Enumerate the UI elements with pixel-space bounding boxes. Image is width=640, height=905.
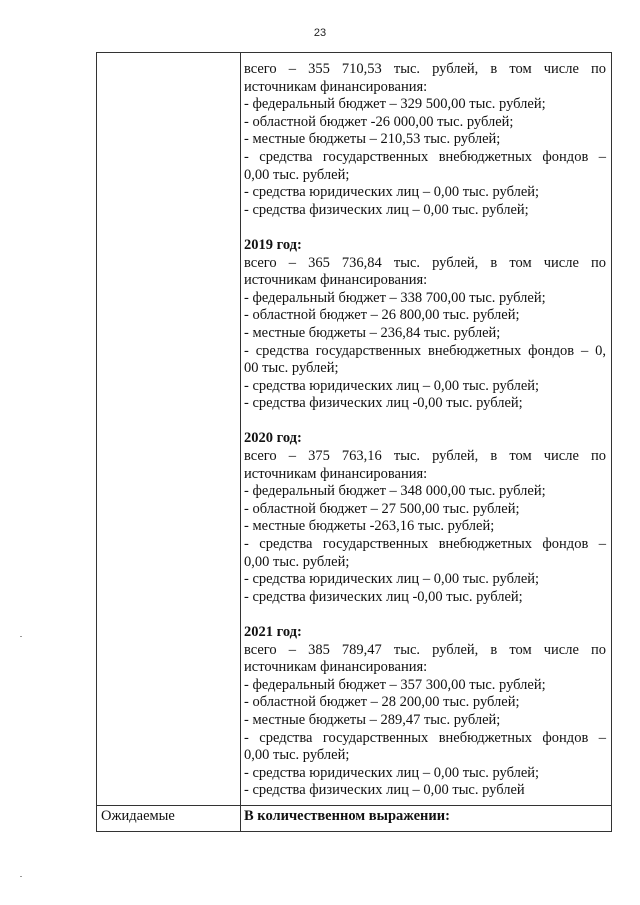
text-line: источникам финансирования: xyxy=(244,78,428,95)
text-line: - средства физических лиц -0,00 тыс. рублей; xyxy=(244,395,523,412)
text-line: - средства юридических лиц – 0,00 тыс. рублей; xyxy=(244,571,540,588)
row-value-quantitative: В количественном выражении: xyxy=(244,808,450,824)
text-line: - местные бюджеты – 210,53 тыс. рублей; xyxy=(244,131,501,148)
financing-block xyxy=(244,61,606,219)
scan-mark xyxy=(20,636,22,637)
text-line: 0,00 тыс. рублей; xyxy=(244,553,350,570)
text-line: - средства юридических лиц – 0,00 тыс. рублей; xyxy=(244,184,540,201)
scan-mark xyxy=(20,876,22,877)
text-line: - средства юридических лиц – 0,00 тыс. рублей; xyxy=(244,764,540,781)
text-line: - местные бюджеты -263,16 тыс. рублей; xyxy=(244,518,495,535)
page-number: 23 xyxy=(313,27,327,39)
financing-block xyxy=(244,430,606,606)
text-line: всего – 365 736,84 тыс. рублей, в том числе по xyxy=(244,254,606,271)
text-line: - федеральный бюджет – 357 300,00 тыс. рублей; xyxy=(244,676,546,693)
text-line: - федеральный бюджет – 348 000,00 тыс. рублей; xyxy=(244,483,546,500)
text-line: - областной бюджет – 26 800,00 тыс. рублей; xyxy=(244,307,520,324)
financing-text xyxy=(244,61,606,800)
text-line: - средства государственных внебюджетных фондов – xyxy=(244,729,606,746)
row-divider xyxy=(97,805,611,806)
text-line: - средства государственных внебюджетных фондов – 0, xyxy=(244,342,606,359)
financing-block xyxy=(244,624,606,800)
text-line: всего – 355 710,53 тыс. рублей, в том числе по xyxy=(244,61,606,77)
text-line: 0,00 тыс. рублей; xyxy=(244,747,350,764)
text-line: - местные бюджеты – 289,47 тыс. рублей; xyxy=(244,711,501,728)
financing-table xyxy=(96,52,612,832)
year-heading: 2021 год: xyxy=(244,624,302,640)
row-label-expected: Ожидаемые xyxy=(101,808,175,824)
year-heading: 2019 год: xyxy=(244,236,302,253)
text-line: 00 тыс. рублей; xyxy=(244,360,339,377)
text-line: - средства физических лиц – 0,00 тыс. рублей; xyxy=(244,201,529,218)
text-line: - федеральный бюджет – 329 500,00 тыс. рублей; xyxy=(244,96,546,113)
text-line: - местные бюджеты – 236,84 тыс. рублей; xyxy=(244,324,501,341)
text-line: - областной бюджет -26 000,00 тыс. рублей; xyxy=(244,113,514,130)
column-divider xyxy=(240,53,241,831)
text-line: всего – 385 789,47 тыс. рублей, в том числе по xyxy=(244,641,606,658)
text-line: источникам финансирования: xyxy=(244,659,428,676)
text-line: - средства государственных внебюджетных фондов – xyxy=(244,148,606,165)
text-line: - областной бюджет – 27 500,00 тыс. рублей; xyxy=(244,500,520,517)
text-line: - средства физических лиц -0,00 тыс. рублей; xyxy=(244,588,523,605)
text-line: - федеральный бюджет – 338 700,00 тыс. рублей; xyxy=(244,289,546,306)
text-line: - областной бюджет – 28 200,00 тыс. рублей; xyxy=(244,694,520,711)
text-line: источникам финансирования: xyxy=(244,272,428,289)
text-line: - средства юридических лиц – 0,00 тыс. рублей; xyxy=(244,377,540,394)
text-line: источникам финансирования: xyxy=(244,465,428,482)
year-heading: 2020 год: xyxy=(244,430,302,447)
text-line: 0,00 тыс. рублей; xyxy=(244,166,350,183)
financing-block xyxy=(244,237,606,413)
text-line: - средства государственных внебюджетных фондов – xyxy=(244,536,606,553)
text-line: всего – 375 763,16 тыс. рублей, в том числе по xyxy=(244,448,606,465)
text-line: - средства физических лиц – 0,00 тыс. рублей xyxy=(244,782,525,799)
